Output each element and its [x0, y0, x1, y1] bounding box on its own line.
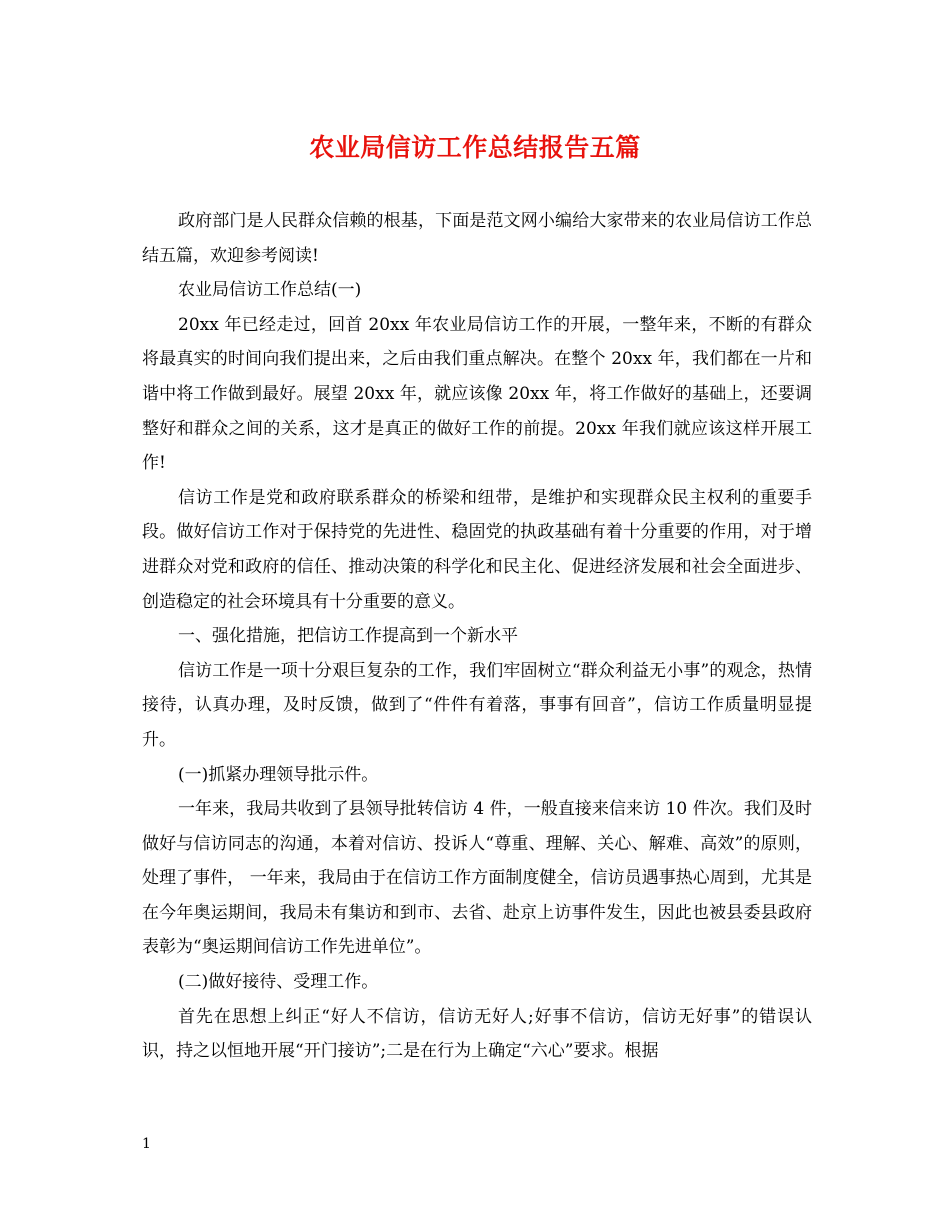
paragraph: 首先在思想上纠正“好人不信访，信访无好人;好事不信访，信访无好事”的错误认识，持之以恒地开展“开门接访”;二是在行为上确定“六心”要求。根据 — [142, 1006, 812, 1062]
page-number: 1 — [142, 1136, 151, 1152]
section-heading-strengthen-measures: 一、强化措施，把信访工作提高到一个新水平 — [178, 626, 518, 647]
paragraph: 一年来，我局共收到了县领导批转信访 4 件，一般直接来信来访 10 件次。我们及时做好与信访同志的沟通，本着对信访、投诉人“尊重、理解、关心、解难、高效”的原则，处理了事件， 一年来，我局由于在信访工作方面制度健全，信访员遇事热心周到，尤其是在今年奥运期间，我局未有集访和到市、去省、赴京上访事件发生，因此也被县委县政府表彰为“奥运期间信访工作先进单位”。 — [142, 799, 812, 958]
paragraph: 信访工作是一项十分艰巨复杂的工作，我们牢固树立“群众利益无小事”的观念，热情接待，认真办理，及时反馈，做到了“件件有着落，事事有回音”，信访工作质量明显提升。 — [142, 660, 812, 750]
document-title: 农业局信访工作总结报告五篇 — [309, 133, 641, 162]
paragraph: 20xx 年已经走过，回首 20xx 年农业局信访工作的开展，一整年来，不断的有群众将最真实的时间向我们提出来，之后由我们重点解决。在整个 20xx 年，我们都在一片和谐中将工作做到最好。展望 20xx 年，就应该像 20xx 年，将工作做好的基础上，还要调整好和群众之间的关系，这才是真正的做好工作的前提。20xx 年我们就应该这样开展工作! — [142, 314, 812, 474]
subheading-reception: (二)做好接待、受理工作。 — [178, 972, 379, 993]
document-body — [142, 204, 812, 1069]
paragraph-intro: 政府部门是人民群众信赖的根基，下面是范文网小编给大家带来的农业局信访工作总结五篇，欢迎参考阅读! — [142, 211, 812, 266]
subheading-leader-instructions: (一)抓紧办理领导批示件。 — [178, 764, 379, 785]
section-heading-summary-one: 农业局信访工作总结(一) — [178, 280, 362, 301]
paragraph: 信访工作是党和政府联系群众的桥梁和纽带，是维护和实现群众民主权利的重要手段。做好信访工作对于保持党的先进性、稳固党的执政基础有着十分重要的作用，对于增进群众对党和政府的信任、推动决策的科学化和民主化、促进经济发展和社会全面进步、创造稳定的社会环境具有十分重要的意义。 — [142, 487, 812, 612]
